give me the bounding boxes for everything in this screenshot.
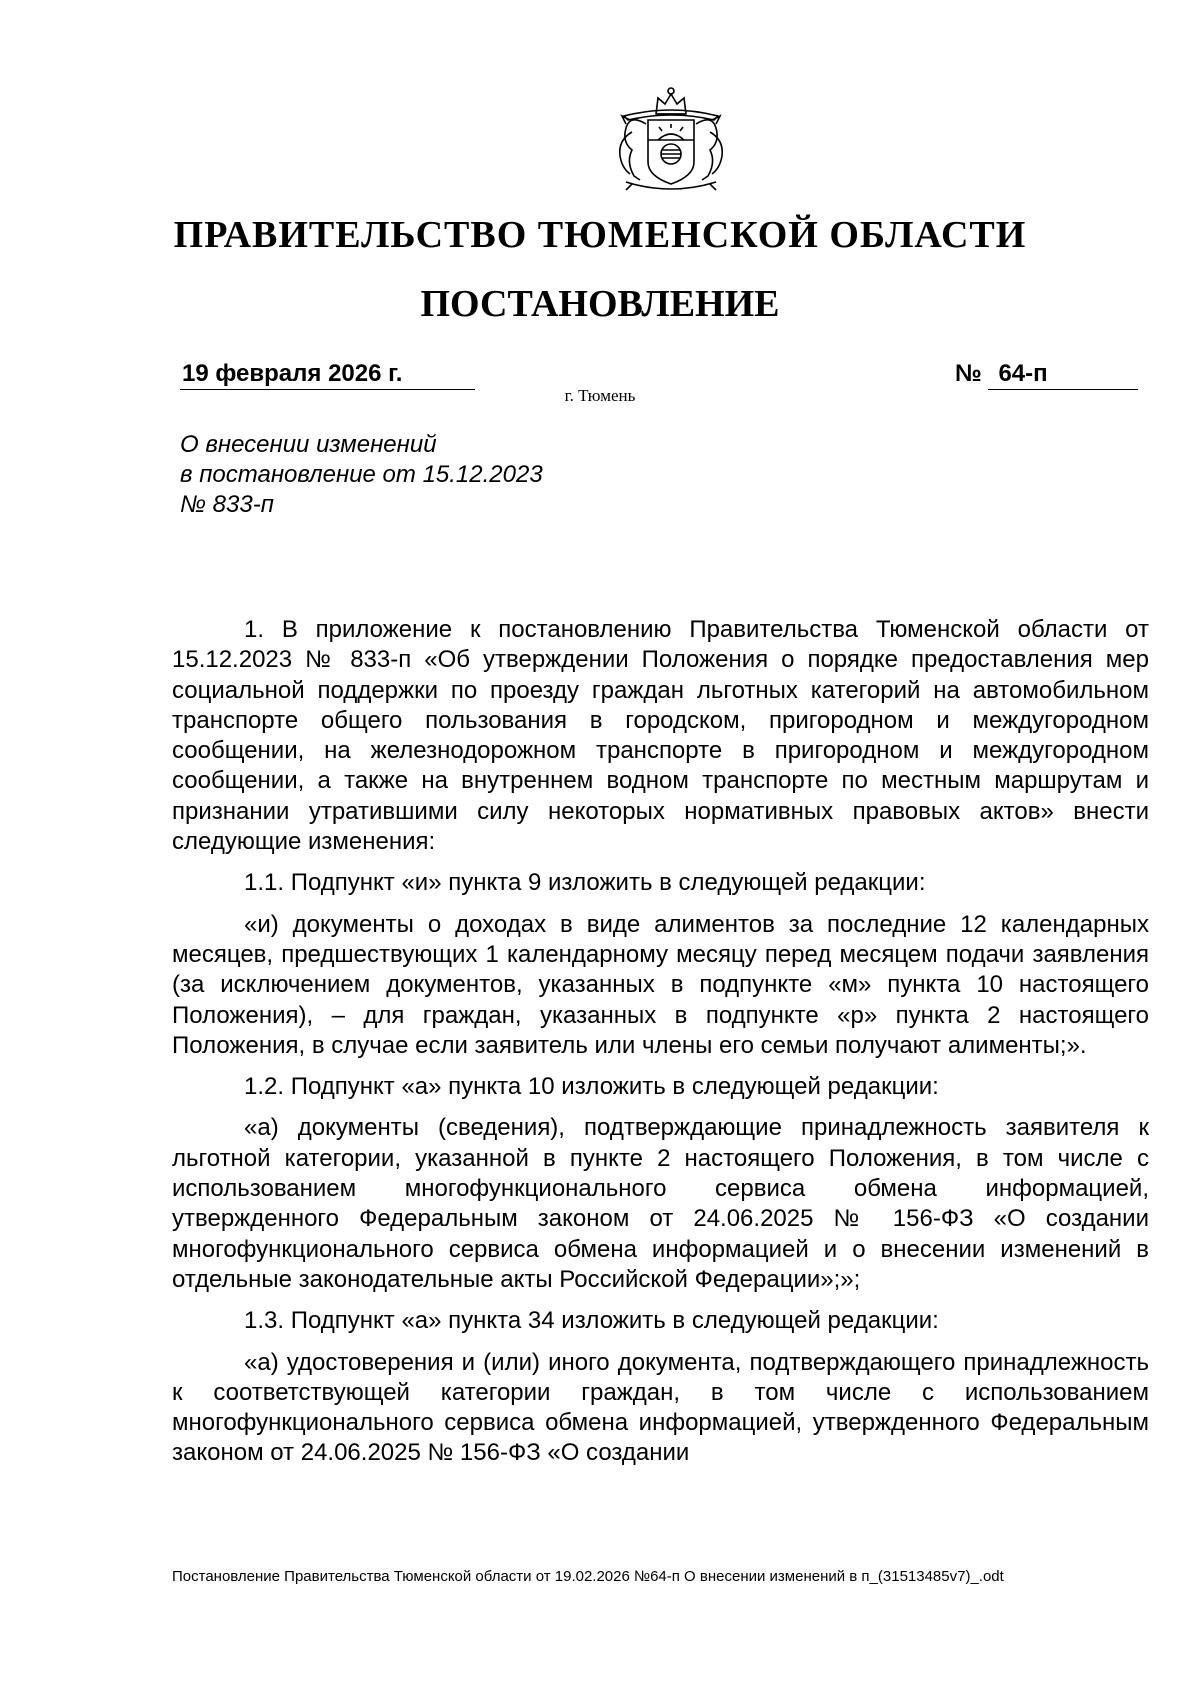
paragraph: 1. В приложение к постановлению Правительства Тюменской области от 15.12.2023 № 833-п «Об утверждении Положения о порядке предоставления мер социальной поддержки по проезду граждан льготных категорий на автомобильном транспорте общего пользования в городском, пригородном и междугородном сообщении, на железнодорожном транспорте в пригородном и междугородном сообщении, а также на внутреннем водном транспорте по местным маршрутам и признании утратившими силу некоторых нормативных правовых актов» внести следующие изменения: (172, 616, 1149, 856)
subject-line: в постановление от 15.12.2023 (180, 461, 543, 488)
document-date-text: 19 февраля 2026 г. (182, 360, 403, 387)
city: г. Тюмень (564, 386, 636, 405)
paragraph: «а) документы (сведения), подтверждающие принадлежность заявителя к льготной категории, указанной в пункте 2 настоящего Положения, в том числе с использованием многофункционального сервиса обмена информацией, утвержденного Федеральным законом от 24.06.2025 № 156-ФЗ «О создании многофункционального сервиса обмена информацией и о внесении изменений в отдельные законодательные акты Российской Федерации»;»; (172, 1114, 1149, 1293)
organization-title: ПРАВИТЕЛЬСТВО ТЮМЕНСКОЙ ОБЛАСТИ (173, 214, 1027, 256)
page-footer: Постановление Правительства Тюменской области от 19.02.2026 №64-п О внесении изменений в п_(31513485v7)_.odt (172, 1568, 1004, 1585)
paragraph: 1.3. Подпункт «а» пункта 34 изложить в следующей редакции: (244, 1307, 939, 1335)
document-type: ПОСТАНОВЛЕНИЕ (420, 283, 780, 325)
document-body (172, 615, 1149, 1480)
paragraph: 1.1. Подпункт «и» пункта 9 изложить в следующей редакции: (244, 869, 926, 897)
paragraph: 1.2. Подпункт «а» пункта 10 изложить в следующей редакции: (244, 1073, 939, 1101)
paragraph: «а) удостоверения и (или) иного документа, подтверждающего принадлежность к соответствующей категории граждан, в том числе с использованием многофункционального сервиса обмена информацией, утвержденного Федеральным законом от 24.06.2025 № 156-ФЗ «О создании (172, 1348, 1149, 1467)
subject-line: № 833-п (180, 491, 274, 518)
document-number-value: 64-п (988, 359, 1138, 390)
coat-of-arms-icon (596, 84, 746, 194)
document-subject (180, 430, 543, 520)
subject-line: О внесении изменений (180, 431, 437, 458)
paragraph: «и) документы о доходах в виде алиментов за последние 12 календарных месяцев, предшествующих 1 календарному месяцу перед месяцем подачи заявления (за исключением документов, указанных в подпункте «м» пункта 10 настоящего Положения), – для граждан, указанных в подпункте «р» пункта 2 настоящего Положения, в случае если заявитель или члены его семьи получают алименты;». (172, 910, 1149, 1059)
number-sign: № (955, 360, 982, 387)
